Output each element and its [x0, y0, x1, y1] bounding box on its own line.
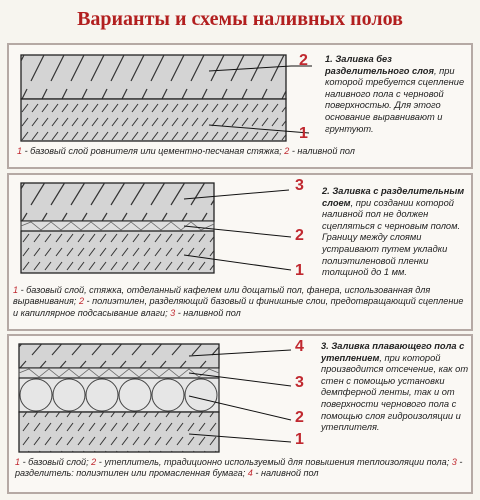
- legend-text: - базовый слой, стяжка, отделанный кафелем или дощатый пол, фанера, использованная для выравнивания;: [13, 285, 431, 307]
- legend-num: 2: [78, 296, 85, 307]
- legend-num: 2: [284, 146, 290, 156]
- legend-text: - базовый слой;: [20, 457, 92, 467]
- finish-layer: [21, 183, 214, 221]
- legend-text: - наливной пол: [252, 468, 319, 479]
- scheme-panel-2: [7, 173, 473, 331]
- legend-text: - наливной пол: [175, 307, 241, 318]
- base-layer: [21, 99, 286, 141]
- scheme-text-3: , при которой производится отсечение, как от стен с помощью установки демпферной ленты, так и от поверхности чернового пола с помощью слоя гидроизоляции и утеплителя.: [321, 352, 469, 433]
- legend-text: - наливной пол: [289, 146, 355, 156]
- scheme-legend-1: [17, 146, 469, 157]
- label-number-3: 3: [295, 177, 304, 194]
- legend-text: - полиэтилен, разделяющий базовый и финишные слои, предотвращающий сцепление и капиллярное подсасывание влаги;: [13, 296, 464, 318]
- legend-num: 4: [247, 468, 253, 479]
- label-number-3: 3: [295, 374, 304, 391]
- scheme-legend-3: [15, 457, 469, 480]
- scheme-heading-2: 2. Заливка с разделительным слоем: [322, 186, 465, 208]
- scheme-panel-3: [7, 334, 473, 494]
- legend-text: - утеплитель, традиционно используемый для повышения теплоизоляции пола;: [96, 457, 452, 467]
- legend-text: - разделитель: полиэтилен или промасленная бумага;: [15, 457, 463, 479]
- finish-layer: [21, 55, 286, 99]
- label-number-2: 2: [295, 409, 304, 426]
- scheme-heading-1: 1. Заливка без разделительного слоя: [325, 54, 434, 76]
- base-layer: [21, 231, 214, 273]
- label-number-4: 4: [295, 338, 304, 355]
- label-number-1: 1: [299, 125, 308, 142]
- scheme-text-1: , при которой требуется сцепление наливного пола с черновой поверхностью. Для этого основание выравнивают и грунтуют.: [325, 65, 465, 134]
- label-number-1: 1: [295, 431, 304, 448]
- legend-num: 1: [15, 457, 21, 467]
- scheme-description-1: [325, 54, 471, 135]
- base-layer: [19, 412, 219, 452]
- scheme-text-2: , при создании которой наливной пол не должен сцепляться с черновым полом. Границу между слоями устраивают путем укладки полиэтиленовой пленки толщиной до 1 мм.: [322, 197, 461, 278]
- legend-num: 2: [91, 457, 97, 467]
- scheme-heading-3: 3. Заливка плавающего пола с утеплением: [321, 341, 465, 363]
- label-number-2: 2: [295, 227, 304, 244]
- legend-num: 1: [13, 285, 19, 295]
- page-title: Варианты и схемы наливных полов: [77, 8, 403, 30]
- legend-num: 1: [17, 146, 23, 156]
- scheme-legend-2: [13, 285, 469, 319]
- label-number-1: 1: [295, 262, 304, 279]
- scheme-description-2: [322, 186, 472, 279]
- legend-text: - базовый слой ровнителя или цементно-песчаная стяжка;: [22, 146, 285, 156]
- scheme-panel-1: [7, 43, 473, 169]
- insulation-layer: [19, 378, 219, 412]
- legend-num: 3: [451, 457, 457, 467]
- legend-num: 3: [170, 307, 176, 318]
- scheme-description-3: [321, 341, 472, 434]
- label-number-2: 2: [299, 52, 308, 69]
